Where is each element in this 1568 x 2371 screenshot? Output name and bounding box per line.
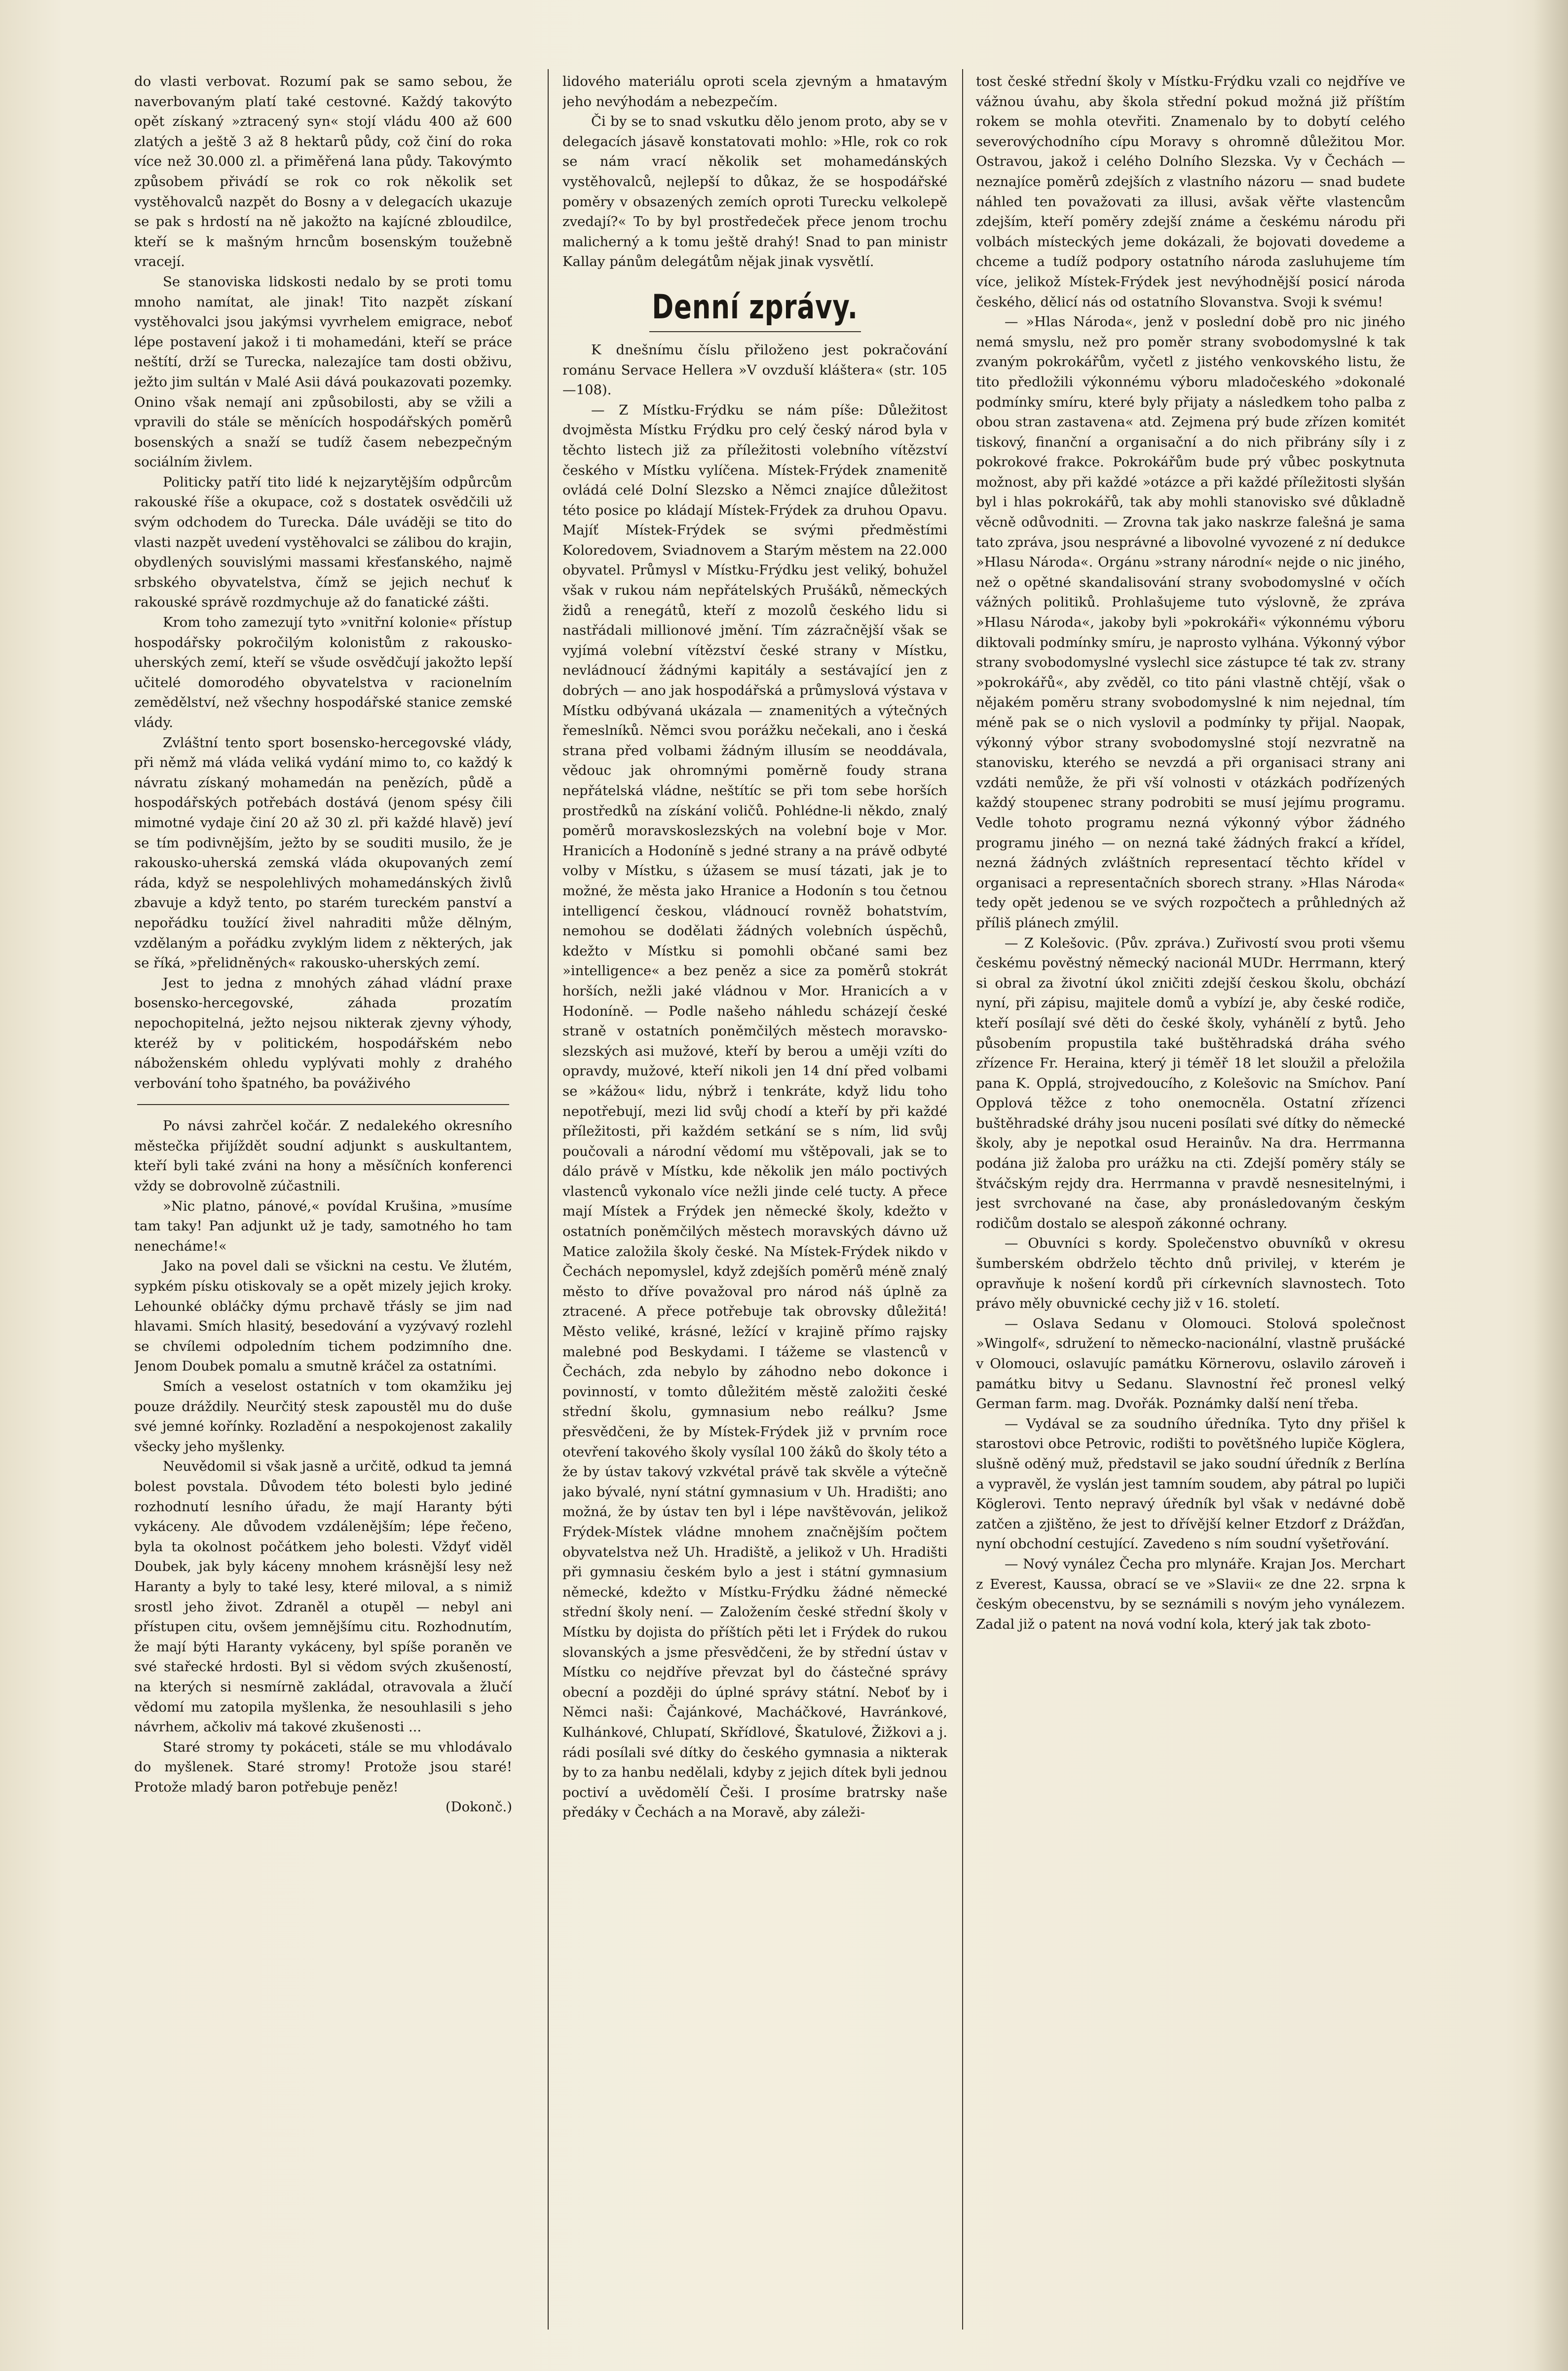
news-item: — Vydával se za soudního úředníka. Tyto dny přišel k starostovi obce Petrovic, rodišti to povětšného lupiče Köglera, slušně oděný muž, představil se jako soudní úředník z Berlína a vypravěl, že vyslán jest tamním soudem, aby pátral po lupiči Köglerovi. Tento nepravý úředník byl však v nedávné době zatčen a zjištěno, že jest to dřívější kelner Etzdorf z Drážďan, nyní obchodní cestující. Zavedeno s ním soudní vyšetřování. — [976, 1415, 1405, 1552]
column-rule-1 — [548, 69, 549, 2330]
story-paragraph: Jako na povel dali se všickni na cestu. Ve žlutém, sypkém písku otiskovaly se a opět mizely jejich kroky. Lehounké obláčky dýmu prchavě třásly se jim nad hlavami. Smích hlasitý, besedování a vyzývavý rozlehl se chvílemi odpoledním tichem podzimního dne. Jenom Doubek pomalu a smutně kráčel za ostatními. — [134, 1258, 512, 1375]
news-item: — Z Místku-Frýdku se nám píše: Důležitost dvojměsta Místku Frýdku pro celý český národ byla v těchto listech již za příležitosti volebního vítězství českého v Místku vylíčena. Místek-Frýdek znamenitě ovládá celé Dolní Slezsko a Němci znajíce důležitost této posice po kládají Místek-Frýdek za druhou Opavu. Majíť Místek-Frýdek se svými předměstími Koloredovem, Sviadnovem a Starým městem na 22.000 obyvatel. Průmysl v Místku-Frýdku jest veliký, bohužel však v rukou nám nepřátelských Prušáků, německých židů a renegátů, kteří z mozolů českého lidu si nastřádali millionové jmění. Tím zázračnější však se vyjímá volební vítězství české strany v Místku, nevládnoucí žádnými kapitály a sestávající jen z dobrých — ano jak hospodářská a průmyslová výstava v Místku odbývaná ukázala — znamenitých a výtečných řemeslníků. Němci svou porážku nečekali, ano i česká strana před volbami žádným illusím se neoddávala, vědouc jak ohromnými poměrně foudy strana nepřátelská vládne, neštítíc se při tom sebe horších prostředků na získání voličů. Pohlédne-li někdo, znalý poměrů moravskoslezských na volební boje v Mor. Hranicích a Hodoníně s jedné strany a na právě odbyté volby v Místku, s úžasem se musí tázati, jak je to možné, že města jako Hranice a Hodonín s tou četnou intelligencí českou, vládnoucí rovněž bohatstvím, nemohou se dodělati žádných volebních úspěchů, kdežto v Místku si pomohli občané sami bez »intelligence« a bez peněz a sice za poměrů stokrát horších, nežli jaké vládnou v Mor. Hranicích a v Hodoníně. — Podle našeho náhledu scházejí české straně v ostatních poněmčilých městech moravsko-slezských asi mužové, kteří by berou a uměji vzíti do opravdy, mužové, kteří nikoli jen 14 dní před volbami se »kážou« lidu, nýbrž i tenkráte, když lidu toho nepotřebují, mezi lid svůj chodí a kteří by při každé příležitosti, při každém setkání se s ním, lid svůj poučovali a národní vědomí mu vštěpovali, jak se to dálo právě v Místku, kde několik jen málo poctivých vlastenců vykonalo více nežli jinde celé tucty. A přece mají Místek a Frýdek jen německé školy, kdežto v ostatních poněmčilých městech moravských dávno už Matice založila školy české. Na Místek-Frýdek nikdo v Čechách nepomyslel, když zdejších poměrů méně znalý město to dříve považoval pro národ náš úplně za ztracené. A přece potřebuje tak obrovsky důležitá! Město veliké, krásné, ležící v krajině přímo rajsky malebné pod Beskydami. I tážeme se vlastenců v Čechách, zda nebylo by záhodno nebo dokonce i povinností, v tomto důležitém městě založiti české střední školu, gymnasium nebo reálku? Jsme přesvědčeni, že by Místek-Frýdek již v prvním roce otevření takového školy vysílal 100 žáků do školy této a že by ústav takový vzkvétal právě tak skvěle a výtečně jako bývalé, nyní státní gymnasium v Uh. Hradišti; ano možná, že by ústav ten byl i lépe navštěvován, jelikož Frýdek-Místek vládne mnohem značnějším počtem obyvatelstva než Uh. Hradiště, a jelikož v Uh. Hradišti při gymnasiu českém bylo a jest i státní gymnasium německé, kdežto v Místku-Frýdku žádné německé střední školy není. — Založením české střední školy v Místku by dojista do příštích pěti let i Frýdek do rukou slovanských a jsme přesvědčeni, že by střední ústav v Místku co nejdříve převzat byl do částečné správy obecní a později do úplné správy státní. Neboť by i Němci naši: Čajánkové, Macháčkové, Havránkové, Kulhánkové, Chlupatí, Skřídlové, Škatulové, Žižkovi a j. rádi posílali své dítky do českého gymnasia a nikterak by to za hanbu nedělali, kdyby z jejich dítek byli jednou poctiví a uvědomělí Češi. I prosíme bratrsky naše předáky v Čechách a na Moravě, aby záleži- — [562, 402, 947, 1821]
article-paragraph: Krom toho zamezují tyto »vnitřní kolonie« přístup hospodářsky pokročilým kolonistům z rakousko-uherských zemí, kteří se všude osvědčují jakožto lepší učitelé domorodého obyvatelstva v racionelním zemědělství, než všechny hospodářské stanice zemské vlády. — [134, 614, 512, 730]
feuilleton-separator — [137, 1104, 509, 1105]
story-paragraph: Neuvědomil si však jasně a určitě, odkud ta jemná bolest povstala. Důvodem této bolesti bylo jediné rozhodnutí lesního úřadu, že mají Haranty býti vykáceny. Ale důvodem vzdálenějším; lépe řečeno, byla ta okolnost počátkem jeho bolesti. Vždyť viděl Doubek, jak byly káceny mnohem krásnější lesy než Haranty a byly to také lesy, které miloval, a s nimiž srostl jeho život. Zdraněl a otupěl — nebyl ani přístupen citu, ovšem jemnějšímu citu. Rozhodnutím, že mají býti Haranty vykáceny, byl spíše poraněn ve své stařecké hrdosti. Byl si vědom svých zkušeností, na kterých si nesmírně zakládal, otravovala a žlučí vědomí mu zatopila myšlenka, že nesouhlasili s jeho návrhem, ačkoliv má takové zkušenosti ... — [134, 1458, 512, 1735]
article-paragraph: do vlasti verbovat. Rozumí pak se samo sebou, že naverbovaným platí také cestovné. Každý takovýto opět získaný »ztracený syn« stojí vládu 400 až 600 zlatých a ještě 3 až 8 hektarů půdy, což činí do roka více než 30.000 zl. a přiměřená lana půdy. Takovýmto způsobem přivádí se rok co rok několik set vystěhovalců nazpět do Bosny a v delegacích ukazuje se pak s hrdostí na ně jakožto na kajícné zbloudilce, kteří se k mašným hrncům bosenským toužebně vracejí. — [134, 74, 512, 270]
article-paragraph: Jest to jedna z mnohých záhad vládní praxe bosensko-hercegovské, záhada prozatím nepochopitelná, ježto nejsou nikterak zjevny výhody, kteréž by v politickém, hospodářském nebo náboženském ohledu vyplývati mohly z drahého verbování toho špatného, ba pováživého — [134, 975, 512, 1091]
story-paragraph: Po návsi zahrčel kočár. Z nedalekého okresního městečka přijíždět soudní adjunkt s auskultantem, kteří byli také zváni na hony a měsíčních konferenci vždy se dobrovolně zúčastnili. — [134, 1118, 512, 1194]
column-rule-2 — [962, 69, 963, 2330]
news-item: — Oslava Sedanu v Olomouci. Stolová společnost »Wingolf«, sdružení to německo-nacionální, vlastně prušácké v Olomouci, oslavujíc památku Körnerovu, oslavilo zároveň i památku bitvy u Sedanu. Slavnostní řeč pronesl velký German farm. mag. Dvořák. Poznámky další není třeba. — [976, 1315, 1405, 1412]
news-item: — Z Kolešovic. (Pův. zpráva.) Zuřivostí svou proti všemu českému pověstný německý nacionál MUDr. Herrmann, který si obral za životní úkol zničiti zdejší českou školu, obchází nyní, při zápisu, majitele domů a vybízí je, aby české rodiče, kteří posílají své děti do české školy, vyhánělí z bytů. Jeho působením propustila také buštěhradská dráha svého zřízence Fr. Heraina, který ji téměř 18 let sloužil a přeložila pana K. Opplá, strojvedoucího, z Kolešovic na Smíchov. Paní Opplová těžce z toho onemocněla. Ostatní zřízenci buštěhradské dráhy jsou nuceni posílati své dítky do německé školy, aby je nepotkal osud Herainův. Na dra. Herrmanna podána již žaloba pro urážku na cti. Zdejší poměry stály se štváčským rejdy dra. Herrmanna v pravdě nesnesitelnými, i jest svrchované na čase, aby pronásledovaným českým rodičům dostalo se alespoň zákonné ochrany. — [976, 935, 1405, 1231]
story-paragraph: Staré stromy ty pokáceti, stále se mu vhlodávalo do myšlenek. Staré stromy! Protože jsou staré! Protože mladý baron potřebuje peněz! — [134, 1739, 512, 1795]
article-paragraph: Či by se to snad vskutku dělo jenom proto, aby se v delegacích jásavě konstatovati mohlo: »Hle, rok co rok se nám vrací několik set mohamedánských vystěhovalců, nejlepší to důkaz, že se hospodářské poměry v obsazených zemích oproti Turecku velkolepě zvedají?« To by byl prostředeček přece jenom trochu malicherný a k tomu ještě drahý! Snad to pan ministr Kallay pánům delegátům nějak jinak vysvětlí. — [562, 114, 947, 270]
section-heading: Denní zprávy. — [652, 287, 858, 327]
article-paragraph: lidového materiálu oproti scela zjevným a hmatavým jeho nevýhodám a nebezpečím. — [562, 74, 947, 110]
news-item: K dnešnímu číslu přiloženo jest pokračování románu Servace Hellera »V ovzduší kláštera« (str. 105—108). — [562, 342, 947, 398]
news-item: — Nový vynález Čecha pro mlynáře. Krajan Jos. Merchart z Everest, Kaussa, obrací se ve »Slavii« ze dne 22. srpna k českým obecenstvu, by se seznámili s novým jeho vynálezem. Zadal již o patent na nová vodní kola, který jak tak zboto- — [976, 1556, 1405, 1632]
article-paragraph: Politicky patří tito lidé k nejzarytějším odpůrcům rakouské říše a okupace, což s dostatek osvědčili už svým odchodem do Turecka. Dále uváději se tito do vlasti nazpět uvedení vystěhovalci se zálibou do krajin, obydlených souvislými massami křesťanského, najmě srbského obyvatelstva, čímž se jejich nechuť k rakouské správě rozdmychuje až do fanatické zášti. — [134, 474, 512, 611]
story-paragraph: »Nic platno, pánové,« povídal Krušina, »musíme tam taky! Pan adjunkt už je tady, samotného ho tam nenecháme!« — [134, 1198, 512, 1254]
story-continuation-note: (Dokonč.) — [445, 1799, 512, 1815]
column-left — [134, 72, 512, 2342]
article-paragraph: Zvláštní tento sport bosensko-hercegovské vlády, při němž má vláda veliká vydání mimo to, co každý k návratu získaný mohamedán na penězích, půdě a hospodářských potřebách dostává (jenom spésy čili mimotné vydaje činí 20 až 30 zl. při každé hlavě) jeví se tím podivnějším, ježto by se souditi musilo, že je rakousko-uherská zemská vláda okupovaných zemí ráda, když se nespolehlivých mohamedánských živlů zbavuje a když tento, po starém tureckém panství a nepořádku toužící živel nahraditi může dělným, vzdělaným a pořádku zvyklým lidem z některých, jak se říká, »přelidněných« rakousko-uherských zemí. — [134, 734, 512, 971]
heading-rule — [649, 331, 861, 332]
article-paragraph: Se stanoviska lidskosti nedalo by se proti tomu mnoho namítat, ale jinak! Tito nazpět získaní vystěhovalci jsou jakýmsi vyvrhelem emigrace, neboť lépe postavení jakož i ti mohamedáni, kteří se práce neštítí, drží se Turecka, nalezajíce tam dosti obživu, ježto jim sultán v Malé Asii dává poukazovati pozemky. Onino však nemají ani způsobilosti, aby se vžili a vpravili do stále se měnících hospodářských poměrů bosenských a snaží se tudíž časem nebezpečným sociálním živlem. — [134, 273, 512, 470]
news-item: — »Hlas Národa«, jenž v poslední době pro nic jiného nemá smyslu, než pro poměr strany svobodomyslné k tak zvaným pokrokářům, vyčetl z jistého venkovského listu, že tito předložili výkonnému výboru mladočeského »dokonalé podmínky smíru, které byly přijaty a následkem toho palba z obou stran zastavena« atd. Zejmena prý bude zřízen komitét tiskový, finanční a organisační a do nich přibrány síly i z pokrokové frakce. Pokrokářům bude prý vůbec poskytnuta možnost, aby při každé »otázce a při každé příležitosti slyšán byl i hlas pokrokářů, tak aby mohli stanovisko své důkladně věcně odůvodniti. — Zrovna tak jako naskrze falešná je sama tato zpráva, jsou nesprávné a libovolné vyvozené z ní dedukce »Hlasu Národa«. Orgánu »strany národní« nejde o nic jiného, než o opětné skandalisování strany svobodomyslné v očích vážných politiků. Prohlašujeme tuto výslovně, že zpráva »Hlasu Národa«, jakoby byli »pokrokáři« výkonnému výboru diktovali podmínky smíru, je naprosto vylhána. Výkonný výbor strany svobodomyslné vyslechl sice zástupce té tak zv. strany »pokrokářů«, aby zvěděl, co tito páni vlastně chtějí, však o nějakém poměru strany svobodomyslné k nim nejednal, tím méně pak se o nich vyslovil a podmínky ty přijal. Naopak, výkonný výbor strany svobodomyslné stojí nezvratně na stanovisku, kterého se nevzdá a při organisaci strany ani vzdáti nemůže, že při vší volnosti v otázkách podřízených každý stoupenec strany podrobiti se musí jejímu programu. Vedle tohoto programu nezná výkonný výbor žádného programu jiného — on nezná také žádných frakcí a křídel, nezná žádných zvláštních representací těchto křídel v organisaci a representačních sborech strany. »Hlas Národa« tedy opět jedenou se ve svých rozpočtech a průhledných až příliš plánech zmýlil. — [976, 314, 1405, 931]
column-right — [976, 72, 1405, 2342]
news-item: — Obuvníci s kordy. Společenstvo obuvníků v okresu šumberském obdrželo těchto dnů privilej, v kterém je opravňuje k nošení kordů při církevních slavnostech. Toto právo měly obuvnické cechy již v 16. století. — [976, 1235, 1405, 1312]
page-edge-shadow — [1533, 0, 1568, 2371]
story-paragraph: Smích a veselost ostatních v tom okamžiku jej pouze dráždily. Neurčitý stesk zapoustěl mu do duše své jemné kořínky. Rozladění a nespokojenost zakalily všecky jeho myšlenky. — [134, 1378, 512, 1454]
column-middle — [562, 72, 947, 2342]
news-item: tost české střední školy v Místku-Frýdku vzali co nejdříve ve vážnou úvahu, aby škola střední pokud možná již příštím rokem se mohla otevřiti. Znamenalo by to dobytí celého severovýchodního cípu Moravy s ohromně důležitou Mor. Ostravou, jakož i celého Dolního Slezska. Vy v Čechách — neznajíce poměrů zdejších z vlastního názoru — snad budete náhled ten považovati za illusi, avšak věřte vlastencům zdejším, kteří poměry zdejší známe a českému národu při volbách místeckých jeme dokázali, že bojovati dovedeme a chceme a tudíž podpory ostatního národa zasluhujeme tím více, jelikož Místek-Frýdek jest nevýhodnější posicí národa českého, dělicí nás od ostatního Slovanstva. Svoji k svému! — [976, 74, 1405, 310]
